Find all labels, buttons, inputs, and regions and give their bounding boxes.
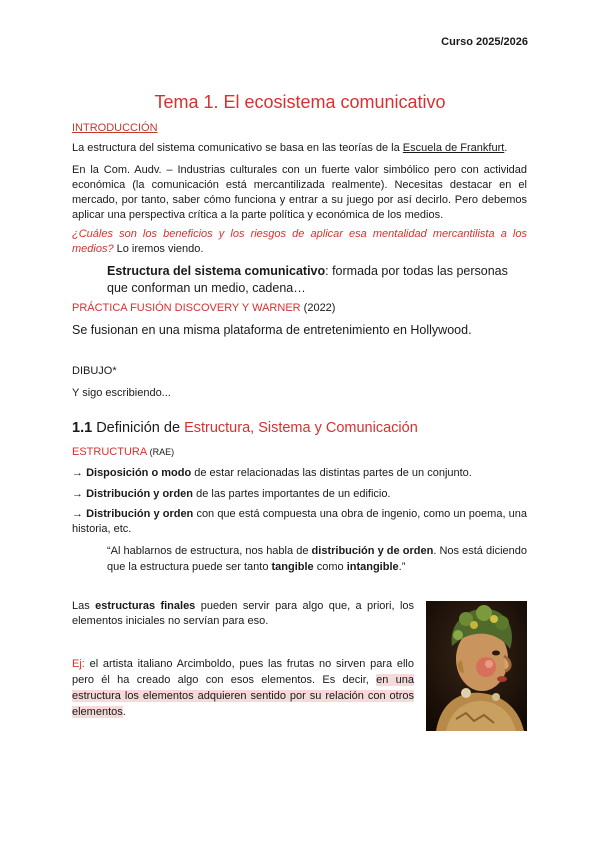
quote-part: . Nos está diciendo que la estructura puede ser tanto	[107, 545, 527, 573]
quote-bold: tangible	[271, 561, 314, 573]
estructura-label-line	[72, 445, 527, 460]
definition-3	[72, 507, 527, 537]
intro-p1-text: La estructura del sistema comunicativo se basa en las teorías de la	[72, 142, 403, 154]
example-highlight: en una estructura los elementos adquieren sentido por su relación con otros elementos	[72, 674, 414, 718]
arrow-icon: →	[72, 488, 87, 500]
definition-bold: Distribución y orden	[86, 508, 194, 520]
intro-heading: INTRODUCCIÓN	[72, 122, 158, 134]
quote-bold: intangible	[346, 561, 399, 573]
course-label: Curso 2025/2026	[441, 36, 528, 48]
practice-year: (2022)	[300, 302, 336, 314]
arcimboldo-painting	[426, 601, 527, 731]
final-text: Las	[72, 600, 96, 612]
quote-part: .”	[398, 561, 406, 573]
intro-paragraph-2: En la Com. Audv. – Industrias culturales con un fuerte valor simbólico pero con actividad económica (la comunicación está mercantilizada realmente). Necesitas destacar en el mercado, por tanto, saber cómo funciona y entrar a su juego por así decirlo. Pero debemos aplicar una perspectiva crítica a la parte política y económica de los medios.	[72, 164, 527, 221]
drawing-label: DIBUJO*	[72, 365, 117, 377]
rae-label: (RAE)	[147, 447, 175, 457]
section-number: 1.1	[72, 420, 93, 436]
structure-rest: : formada por todas las personas que conforman un medio, cadena…	[107, 264, 508, 295]
definition-bold: Disposición o modo	[86, 467, 192, 479]
example-end: .	[122, 706, 126, 718]
section-heading	[72, 420, 418, 436]
definition-2	[72, 487, 527, 502]
drawing-text: Y sigo escribiendo...	[72, 387, 171, 399]
arcimboldo-painting-image	[426, 601, 527, 731]
definition-1	[72, 466, 527, 481]
definition-rest: de estar relacionadas las distintas partes de un conjunto.	[191, 467, 472, 479]
structure-definition	[107, 263, 527, 297]
final-text: pueden servir para algo que, a priori, los elementos iniciales no servían para eso.	[72, 600, 414, 627]
definition-bold: Distribución y orden	[86, 488, 194, 500]
intro-p1-end: .	[504, 142, 508, 154]
section-lead: Definición de	[92, 420, 185, 436]
final-bold: estructuras finales	[95, 600, 196, 612]
question-after: Lo iremos viendo.	[113, 243, 204, 255]
page-title: Tema 1. El ecosistema comunicativo	[154, 92, 446, 112]
final-structures-paragraph	[72, 599, 414, 629]
structure-bold: Estructura del sistema comunicativo	[107, 264, 326, 278]
practice-heading: PRÁCTICA FUSIÓN DISCOVERY Y WARNER	[72, 302, 301, 314]
section-colored: Estructura, Sistema y Comunicación	[184, 420, 418, 436]
structure-quote	[107, 543, 527, 575]
quote-part: como	[313, 561, 347, 573]
estructura-label: ESTRUCTURA	[72, 446, 148, 458]
example-label: Ej:	[72, 658, 85, 670]
example-paragraph	[72, 656, 414, 720]
quote-part: “Al hablarnos de estructura, nos habla de	[107, 545, 312, 557]
definition-rest: de las partes importantes de un edificio.	[193, 488, 391, 500]
question-text: ¿Cuáles son los beneficios y los riesgos de aplicar esa mentalidad mercantilista a los medios?	[72, 228, 527, 255]
frankfurt-link: Escuela de Frankfurt	[402, 142, 505, 154]
intro-question	[72, 227, 527, 257]
arrow-icon: →	[72, 467, 87, 479]
definition-rest: con que está compuesta una obra de ingenio, como un poema, una historia, etc.	[72, 508, 527, 535]
arrow-icon: →	[72, 508, 87, 520]
practice-heading-line	[72, 301, 527, 316]
quote-bold: distribución y de orden	[311, 545, 434, 557]
intro-paragraph-1	[72, 141, 527, 156]
example-text: el artista italiano Arcimboldo, pues las frutas no sirven para ello pero él ha creado algo con esos elementos. Es decir,	[72, 658, 414, 686]
practice-text: Se fusionan en una misma plataforma de entretenimiento en Hollywood.	[72, 323, 472, 337]
